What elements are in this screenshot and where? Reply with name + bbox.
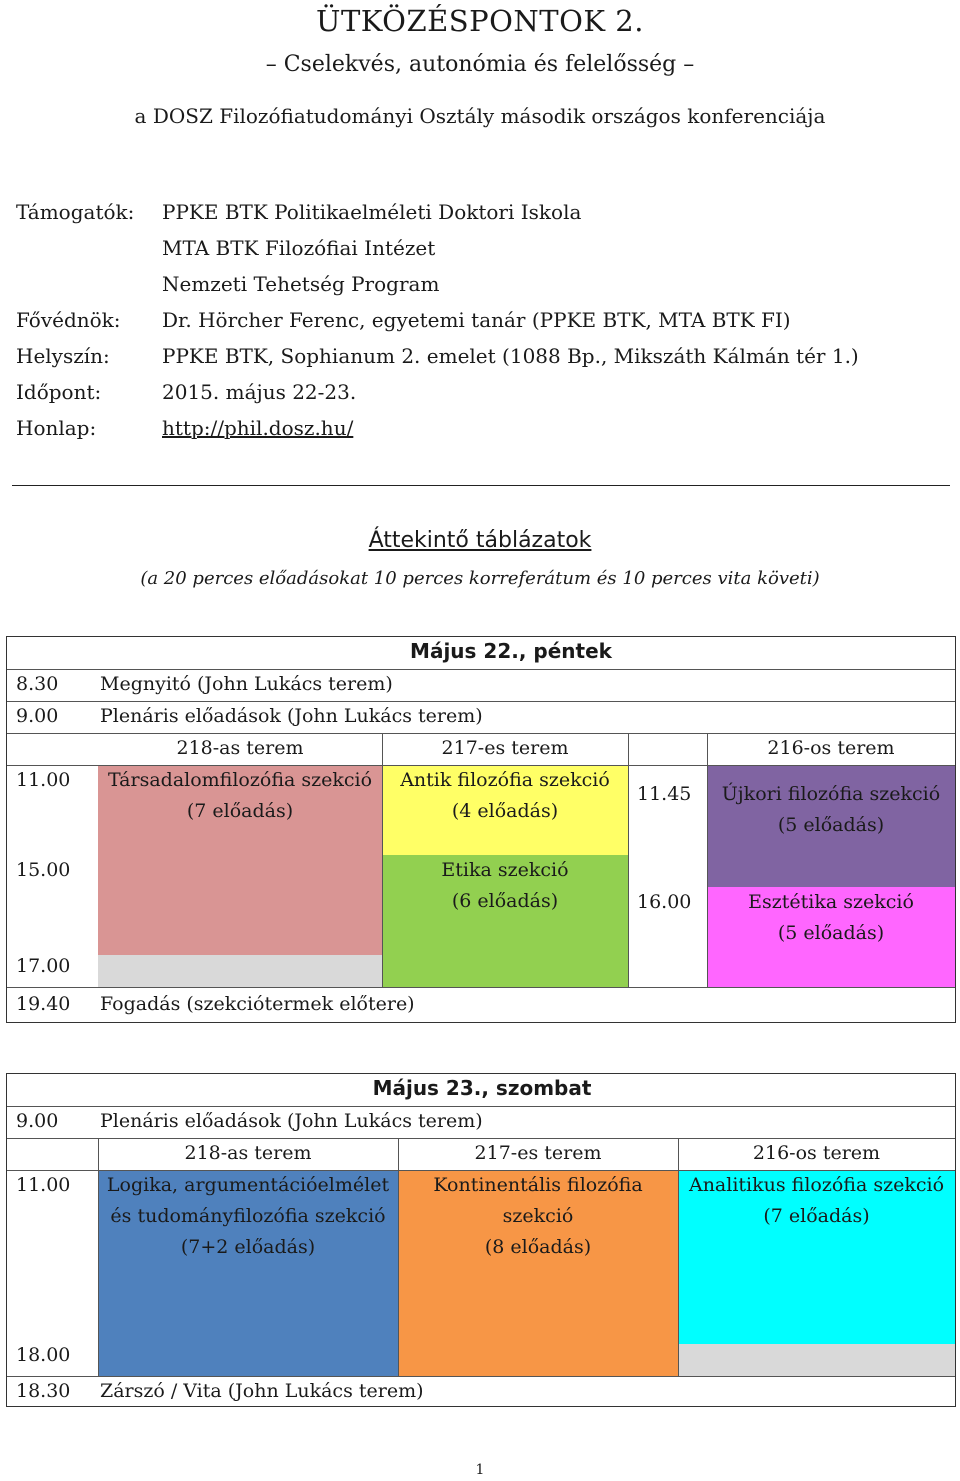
session-count: (4 előadás) — [451, 800, 559, 822]
overview-title: Áttekintő táblázatok — [368, 528, 592, 553]
day1-ujkori-session — [707, 779, 955, 841]
venue-value: PPKE BTK, Sophianum 2. emelet (1088 Bp., Mikszáth Kálmán tér 1.) — [162, 344, 859, 368]
day2-room-216: 216-os terem — [752, 1142, 881, 1164]
session-count: (6 előadás) — [451, 890, 559, 912]
day1-schedule-table — [6, 636, 956, 1023]
session-count: (5 előadás) — [777, 922, 885, 944]
venue-label: Helyszín: — [16, 344, 110, 368]
day2-kontinentalis-session — [398, 1170, 678, 1263]
day1-tarsadalom-session — [98, 765, 382, 827]
overview-note: (a 20 perces előadásokat 10 perces korreferátum és 10 perces vita követi) — [140, 568, 820, 589]
day2-closing: Zárszó / Vita (John Lukács terem) — [100, 1380, 424, 1402]
document-title: ÜTKÖZÉSPONTOK 2. — [316, 4, 644, 38]
day2-row-line — [7, 1376, 955, 1377]
day1-etika-session — [382, 855, 628, 917]
day1-time-1700: 17.00 — [16, 955, 71, 977]
supporter-1: PPKE BTK Politikaelméleti Doktori Iskola — [162, 200, 582, 224]
day2-analitikus-session — [678, 1170, 955, 1232]
day1-time-0900: 9.00 — [16, 705, 59, 727]
day1-reception: Fogadás (szekciótermek előtere) — [100, 993, 415, 1015]
day2-row-line — [7, 1106, 955, 1107]
session-name: Antik filozófia szekció — [400, 769, 610, 791]
day1-room-217: 217-es terem — [441, 737, 569, 759]
day1-time-0830: 8.30 — [16, 673, 59, 695]
date-value: 2015. május 22-23. — [162, 380, 357, 404]
patron-value: Dr. Hörcher Ferenc, egyetemi tanár (PPKE BTK, MTA BTK FI) — [162, 308, 791, 332]
website-link[interactable]: http://phil.dosz.hu/ — [162, 416, 354, 440]
day1-row-line — [7, 733, 955, 734]
day2-time-1100: 11.00 — [16, 1174, 71, 1196]
day1-opening: Megnyitó (John Lukács terem) — [100, 673, 393, 695]
page-number: 1 — [475, 1462, 485, 1478]
day1-plenary: Plenáris előadások (John Lukács terem) — [100, 705, 483, 727]
session-name-line1: Kontinentális filozófia — [433, 1174, 643, 1196]
session-name-line2: és tudományfilozófia szekció — [110, 1205, 386, 1227]
session-count: (8 előadás) — [484, 1236, 592, 1258]
day1-title: Május 22., péntek — [410, 639, 612, 663]
day1-col-line — [628, 733, 629, 987]
supporters-label: Támogatók: — [16, 200, 135, 224]
session-name: Analitikus filozófia szekció — [688, 1174, 945, 1196]
document-subtitle: – Cselekvés, autonómia és felelősség – — [265, 52, 695, 77]
session-name: Társadalomfilozófia szekció — [107, 769, 373, 791]
day1-row-line — [7, 669, 955, 670]
document-subtitle-conference: a DOSZ Filozófiatudományi Osztály második országos konferenciája — [134, 104, 826, 128]
day1-esztetika-session — [707, 887, 955, 949]
day2-time-1800: 18.00 — [16, 1344, 71, 1366]
day2-time-0900: 9.00 — [16, 1110, 59, 1132]
session-count: (5 előadás) — [777, 814, 885, 836]
date-label: Időpont: — [16, 380, 102, 404]
day2-title: Május 23., szombat — [372, 1076, 592, 1100]
day1-antik-session — [382, 765, 628, 827]
day1-time-1940: 19.40 — [16, 993, 71, 1015]
day1-time-1100: 11.00 — [16, 769, 71, 791]
day1-row-line — [7, 701, 955, 702]
day2-row-line — [7, 1138, 955, 1139]
session-count: (7 előadás) — [763, 1205, 870, 1227]
day2-grey-block-216 — [678, 1344, 955, 1376]
session-name: Újkori filozófia szekció — [721, 783, 941, 805]
session-count: (7+2 előadás) — [180, 1236, 316, 1258]
supporter-3: Nemzeti Tehetség Program — [162, 272, 440, 296]
day1-time-1145: 11.45 — [637, 783, 692, 805]
session-name: Etika szekció — [441, 859, 569, 881]
day1-grey-block-218 — [98, 955, 382, 987]
section-divider — [12, 485, 950, 486]
website-label: Honlap: — [16, 416, 97, 440]
session-count: (7 előadás) — [186, 800, 294, 822]
day1-time-1500: 15.00 — [16, 859, 71, 881]
day1-row-line — [7, 987, 955, 988]
session-name: Esztétika szekció — [748, 891, 914, 913]
day1-room-216: 216-os terem — [767, 737, 895, 759]
day2-time-1830: 18.30 — [16, 1380, 71, 1402]
day2-plenary: Plenáris előadások (John Lukács terem) — [100, 1110, 483, 1132]
session-name-line2: szekció — [502, 1205, 574, 1227]
session-name-line1: Logika, argumentációelmélet — [106, 1174, 390, 1196]
supporter-2: MTA BTK Filozófiai Intézet — [162, 236, 436, 260]
day2-logika-session — [98, 1170, 398, 1263]
day2-schedule-table — [6, 1073, 956, 1407]
patron-label: Fővédnök: — [16, 308, 121, 332]
day2-room-218: 218-as terem — [184, 1142, 312, 1164]
day1-room-218: 218-as terem — [176, 737, 304, 759]
day1-time-1600: 16.00 — [637, 891, 692, 913]
day2-room-217: 217-es terem — [474, 1142, 602, 1164]
